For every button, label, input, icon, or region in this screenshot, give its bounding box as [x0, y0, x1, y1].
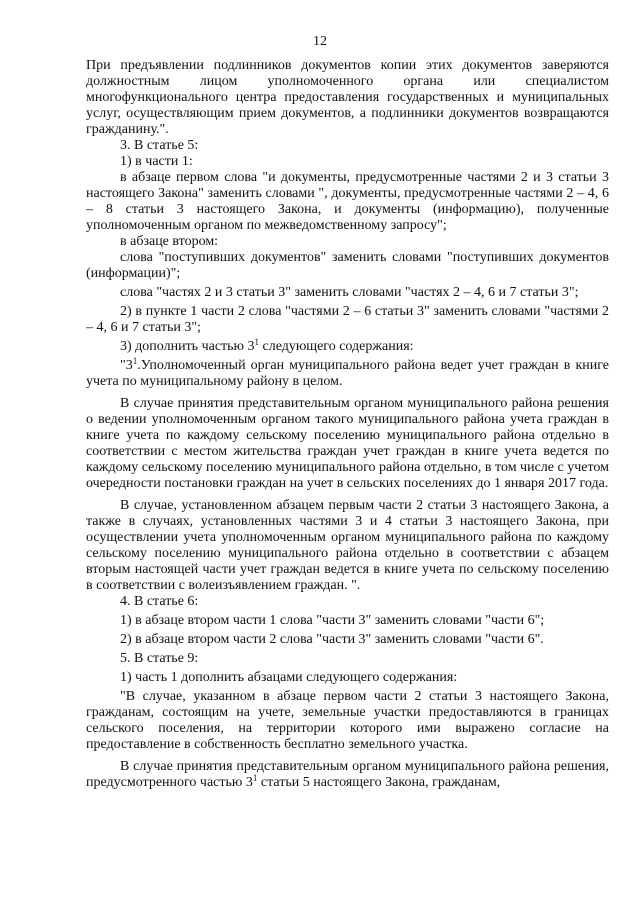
- paragraph-second-abzats: в абзаце втором:: [120, 234, 219, 249]
- paragraph-article-6-heading: 4. В статье 6:: [120, 594, 199, 609]
- document-body: [86, 58, 609, 791]
- paragraph-words-parts: слова "частях 2 и 3 статьи 3" заменить словами "частях 2 – 4, 6 и 7 статьи 3";: [120, 285, 579, 300]
- paragraph-decision-part-3-1: [86, 759, 609, 791]
- superscript-marker: 1: [254, 337, 259, 347]
- superscript-marker: 1: [252, 773, 258, 783]
- paragraph-article-9-heading: 5. В статье 9:: [120, 651, 199, 666]
- paragraph-text-before: "3: [120, 358, 133, 373]
- paragraph-text-after: .Уполномоченный орган муниципального района ведет учет граждан в книге учета по муниципальному району в целом.: [86, 358, 609, 389]
- paragraph-part-3-1-text: [86, 358, 609, 390]
- superscript-marker: 1: [132, 356, 138, 366]
- paragraph-text-after: статьи 5 настоящего Закона, гражданам,: [257, 775, 501, 790]
- paragraph-article-6-item-2: 2) в абзаце втором части 2 слова "части 3" заменить словами "части 6".: [120, 632, 544, 647]
- paragraph-text-after: следующего содержания:: [259, 339, 414, 354]
- paragraph-text-before: 3) дополнить частью 3: [120, 339, 255, 354]
- paragraph-first-abzats: в абзаце первом слова "и документы, предусмотренные частями 2 и 3 статьи 3 настоящего Закона" заменить словами ", документы, предусмотренные частями 2 – 4, 6 – 8 статьи 3 настоящего Закона, и документы (информацию), полученные уполномоченным органом по межведомственному запросу";: [86, 170, 609, 233]
- paragraph-add-part-3-1: [86, 339, 609, 355]
- paragraph-land-plots: "В случае, указанном в абзаце первом части 2 статьи 3 настоящего Закона, гражданам, состоящим на учете, земельные участки предоставляются в границах сельского поселения, на территории которого ими выражено согласие на предоставление в собственность бесплатно земельного участка.: [86, 689, 609, 752]
- paragraph-text-before: В случае принятия представительным органом муниципального района решения, предусмотренного частью 3: [86, 759, 609, 790]
- paragraph-part-1: 1) в части 1:: [120, 154, 193, 169]
- paragraph-article-6-item-1: 1) в абзаце втором части 1 слова "части 3" заменить словами "части 6";: [120, 613, 545, 628]
- paragraph-certification: При предъявлении подлинников документов копии этих документов заверяются должностным лицом уполномоченного органа или специалистом многофункционального центра предоставления государственных и муниципальных услуг, осуществляющим прием документов, а подлинники документов возвращаются гражданину.".: [86, 58, 609, 137]
- page-number: 12: [313, 34, 327, 49]
- paragraph-words-received: слова "поступивших документов" заменить словами "поступивших документов (информации)";: [86, 250, 609, 281]
- paragraph-article-5-heading: 3. В статье 5:: [120, 138, 199, 153]
- paragraph-established-case: В случае, установленном абзацем первым части 2 статьи 3 настоящего Закона, а также в случаях, установленных частями 3 и 4 статьи 3 настоящего Закона, при осуществлении учета уполномоченным органом муниципального района по каждому сельскому поселению муниципального района отдельно в соответствии с абзацем вторым настоящей части учет граждан ведется в книге учета по сельскому поселению в соответствии с волеизъявлением граждан. ".: [86, 498, 609, 593]
- paragraph-point-1-part-2: 2) в пункте 1 части 2 слова "частями 2 – 6 статьи 3" заменить словами "частями 2 – 4, 6 и 7 статьи 3";: [86, 304, 609, 335]
- paragraph-article-9-item-1: 1) часть 1 дополнить абзацами следующего содержания:: [120, 670, 458, 685]
- paragraph-representative-decision: В случае принятия представительным органом муниципального района решения о ведении уполномоченным органом такого муниципального района учета граждан в книге учета по каждому сельскому поселению муниципального района отдельно в соответствии с местом жительства граждан учет граждан в книге учета ведется по каждому сельскому поселению муниципального района отдельно, в том числе с учетом очередности постановки граждан на учет в сельских поселениях до 1 января 2017 года.: [86, 396, 609, 491]
